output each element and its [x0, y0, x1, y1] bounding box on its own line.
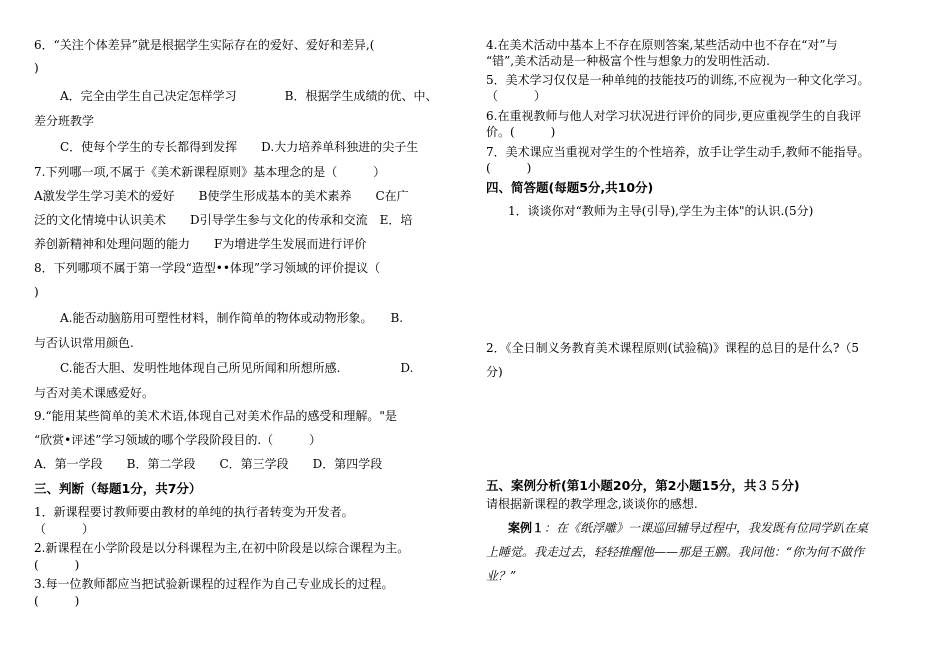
- short-answer-2-cont: 分): [486, 365, 503, 379]
- q7-stem: 7.下列哪一项,不属于《美术新课程原则》基本理念的是（ ）: [34, 165, 386, 179]
- judge-2-blank: ( ): [34, 558, 80, 572]
- judge-7-blank: ( ): [486, 161, 532, 175]
- q8-option-b-cont: 与否认识常用颜色.: [34, 336, 134, 350]
- q9-stem-cont: “欣赏•评述”学习领域的哪个学段阶段目的.（ ）: [34, 433, 322, 447]
- q9-options: A．第一学段 B．第二学段 C．第三学段 D．第四学段: [34, 457, 383, 471]
- judge-5: 5．美术学习仅仅是一种单纯的技能技巧的训练,不应视为一种文化学习。: [486, 73, 870, 87]
- q6-option-cd: C．使每个学生的专长都得到发挥 D.大力培养单科独进的尖子生: [60, 140, 419, 154]
- case-1-line-3: 业？”: [486, 569, 517, 583]
- q7-options-1: A激发学生学习美术的爱好 B使学生形成基本的美术素养 C在广: [34, 189, 409, 203]
- judge-1-blank: （ ）: [34, 522, 95, 536]
- case-instruction: 请根据新课程的教学理念,谈谈你的感想.: [486, 497, 698, 511]
- case-1-line-2: 上睡觉。我走过去，轻轻推醒他——那是王鹏。我问他：“你为何不做作: [486, 545, 865, 559]
- q6-stem: 6．“关注个体差异”就是根据学生实际存在的爱好、爱好和差异,(: [34, 38, 375, 52]
- left-column: [34, 38, 466, 609]
- q9-stem: 9.“能用某些简单的美术术语,体现自己对美术作品的感受和理解。"是: [34, 409, 397, 423]
- case-1-text: ：在《纸浮雕》一课巡回辅导过程中，我发既有位同学趴在桌: [544, 521, 869, 535]
- judge-3-blank: ( ): [34, 594, 80, 608]
- judge-2: 2.新课程在小学阶段是以分科课程为主,在初中阶段是以综合课程为主。: [34, 541, 410, 555]
- case-1-line-1: [486, 521, 926, 536]
- judge-4-cont: “错”,美术活动是一种极富个性与想象力的发明性活动.: [486, 54, 770, 68]
- judge-4: 4.在美术活动中基本上不存在原则答案,某些活动中也不存在“对”与: [486, 38, 838, 52]
- short-answer-2: 2．《全日制义务教育美术课程原则(试验稿)》课程的总目的是什么?（5: [486, 341, 860, 355]
- section-3-heading: 三、判断（每题1分，共7分）: [34, 481, 202, 496]
- q6-option-b-cont: 差分班教学: [34, 114, 95, 128]
- q8-stem: 8．下列哪项不属于第一学段“造型••体现”学习领域的评价提议（: [34, 261, 381, 275]
- short-answer-1: 1．谈谈你对“教师为主导(引导),学生为主体"的认识.(5分): [508, 204, 814, 218]
- judge-7: 7．美术课应当重视对学生的个性培养，放手让学生动手,教师不能指导。: [486, 145, 870, 159]
- judge-1: 1．新课程要讨教师要由教材的单纯的执行者转变为开发者。: [34, 505, 354, 519]
- judge-6-cont: 价。( ): [486, 125, 556, 139]
- q8-option-d-cont: 与否对美术课感爱好。: [34, 386, 155, 400]
- judge-5-blank: （ ）: [486, 89, 547, 103]
- q7-options-3: 养创新精神和处理问题的能力 F为增进学生发展而进行评价: [34, 237, 367, 251]
- right-column: [486, 38, 926, 584]
- section-5-heading: 五、案例分析(第1小题20分，第2小题15分，共３５分): [486, 478, 800, 493]
- q8-option-cd: C.能否大胆、发明性地体现自己所见所闻和所想所感. D.: [60, 361, 414, 375]
- judge-3: 3.每一位教师都应当把试验新课程的过程作为自己专业成长的过程。: [34, 577, 394, 591]
- section-4-heading: 四、简答题(每题5分,共10分): [486, 180, 654, 195]
- q7-options-2: 泛的文化情境中认识美术 D引导学生参与文化的传承和交流 E．培: [34, 213, 413, 227]
- case-1-label: 案例１: [508, 521, 545, 535]
- q6-stem-cont: ): [34, 61, 39, 75]
- q8-option-ab: A.能否动脑筋用可塑性材料，制作简单的物体或动物形象。 B.: [60, 311, 404, 325]
- q6-option-ab: A．完全由学生自己决定怎样学习 B．根据学生成绩的优、中、: [60, 89, 438, 103]
- judge-6: 6.在重视教师与他人对学习状况进行评价的同步,更应重视学生的自我评: [486, 109, 862, 123]
- q8-stem-cont: ): [34, 285, 39, 299]
